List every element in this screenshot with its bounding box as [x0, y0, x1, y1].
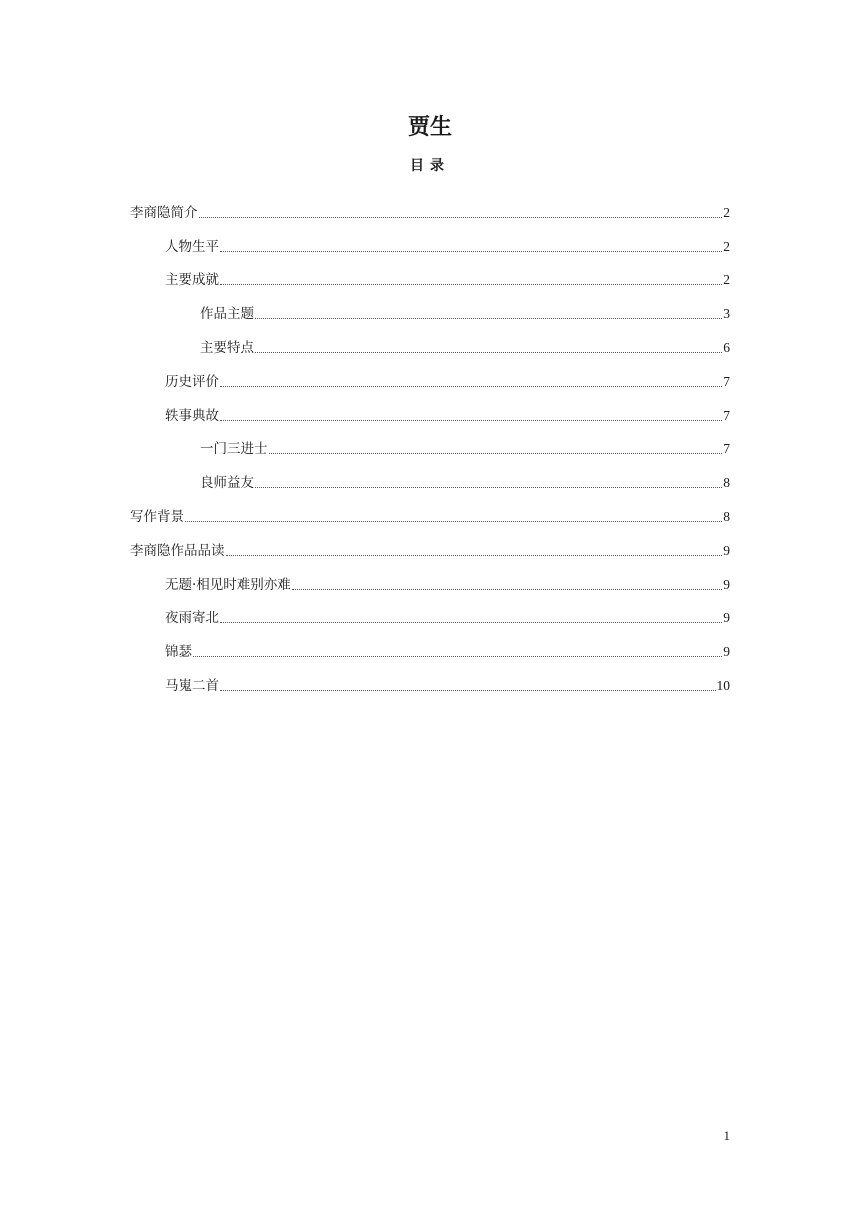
- toc-dot-leader: [255, 352, 722, 353]
- toc-entry-label: 轶事典故: [165, 407, 219, 424]
- toc-dot-leader: [193, 656, 722, 657]
- toc-dot-leader: [292, 589, 722, 590]
- toc-entry[interactable]: [130, 493, 730, 527]
- toc-entry-page: 9: [723, 610, 730, 626]
- toc-entry-page: 2: [723, 272, 730, 288]
- toc-entry-label: 李商隐简介: [130, 204, 198, 221]
- toc-entry-page: 9: [723, 576, 730, 592]
- toc-entry-page: 3: [723, 306, 730, 322]
- toc-entry-page: 7: [723, 373, 730, 389]
- toc-dot-leader: [220, 284, 722, 285]
- toc-entry-label: 锦瑟: [165, 644, 192, 661]
- toc-entry-page: 2: [723, 204, 730, 220]
- toc-entry[interactable]: [130, 595, 730, 629]
- toc-entry-label: 夜雨寄北: [165, 610, 219, 627]
- toc-entry[interactable]: [130, 358, 730, 392]
- toc-dot-leader: [220, 690, 716, 691]
- toc-entry-page: 8: [723, 475, 730, 491]
- toc-dot-leader: [199, 217, 723, 218]
- toc-entry-page: 9: [723, 644, 730, 660]
- toc-entry[interactable]: [130, 426, 730, 460]
- toc-entry[interactable]: [130, 392, 730, 426]
- toc-entry-label: 作品主题: [200, 306, 254, 323]
- toc-entry-page: 8: [723, 508, 730, 524]
- toc-heading: 目录: [410, 158, 450, 174]
- toc-entry[interactable]: [130, 561, 730, 595]
- toc-entry-label: 马嵬二首: [165, 677, 219, 694]
- toc-dot-leader: [220, 622, 722, 623]
- toc-dot-leader: [226, 555, 723, 556]
- toc-entry[interactable]: [130, 628, 730, 662]
- toc-dot-leader: [255, 487, 722, 488]
- toc-dot-leader: [255, 318, 722, 319]
- toc-entry-label: 写作背景: [130, 508, 184, 525]
- toc-entry[interactable]: [130, 223, 730, 257]
- toc-entry-label: 无题·相见时难别亦难: [165, 576, 291, 593]
- toc-entry-page: 2: [723, 238, 730, 254]
- toc-entry-label: 历史评价: [165, 373, 219, 390]
- toc-dot-leader: [220, 386, 722, 387]
- toc-dot-leader: [269, 453, 723, 454]
- toc-entry[interactable]: [130, 324, 730, 358]
- toc-entry-page: 9: [723, 542, 730, 558]
- toc-entry[interactable]: [130, 290, 730, 324]
- toc-entry[interactable]: [130, 189, 730, 223]
- toc-dot-leader: [185, 521, 722, 522]
- toc-entry[interactable]: [130, 257, 730, 291]
- toc-entry-label: 良师益友: [200, 475, 254, 492]
- page-title: 贾生: [407, 114, 452, 140]
- toc-entry-page: 7: [723, 441, 730, 457]
- toc-entry-page: 7: [723, 407, 730, 423]
- toc-entry[interactable]: [130, 527, 730, 561]
- toc-entry[interactable]: [130, 459, 730, 493]
- table-of-contents: [130, 189, 730, 696]
- toc-entry-label: 一门三进士: [200, 441, 268, 458]
- toc-entry[interactable]: [130, 662, 730, 696]
- page-number: 1: [723, 1128, 730, 1143]
- toc-entry-label: 主要成就: [165, 272, 219, 289]
- toc-entry-label: 主要特点: [200, 339, 254, 356]
- toc-entry-label: 李商隐作品品读: [130, 542, 225, 559]
- toc-entry-label: 人物生平: [165, 238, 219, 255]
- toc-dot-leader: [220, 420, 722, 421]
- toc-entry-page: 10: [716, 677, 730, 693]
- toc-entry-page: 6: [723, 339, 730, 355]
- toc-dot-leader: [220, 251, 722, 252]
